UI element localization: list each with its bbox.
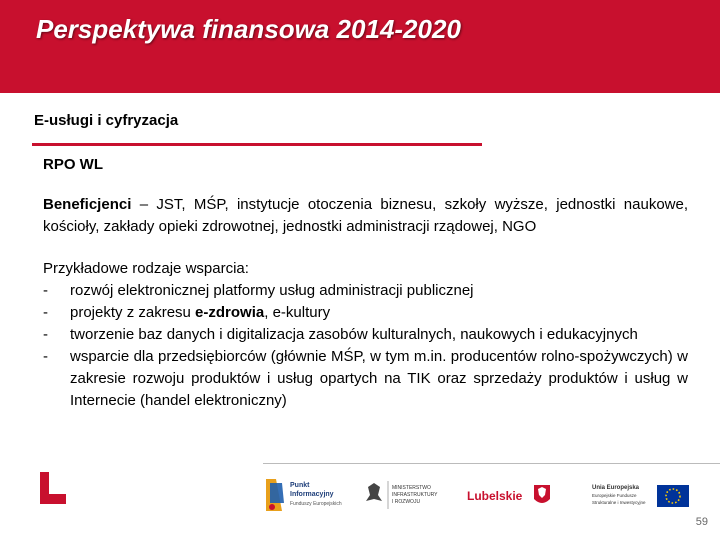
ministry-line2: INFRASTRUKTURY	[392, 492, 438, 498]
section-title: E-usługi i cyfryzacja	[34, 112, 179, 129]
lubelskie-wordmark: Lubelskie	[467, 489, 523, 503]
examples-heading: Przykładowe rodzaje wsparcia:	[43, 260, 249, 277]
list-item	[43, 302, 688, 324]
eu-line3: Strukturalne i Inwestycyjne	[592, 500, 646, 505]
pif-line2: Informacyjny	[290, 491, 334, 498]
bullet-dash: -	[43, 348, 48, 365]
program-name: RPO WL	[43, 156, 103, 173]
ministry-line1: MINISTERSTWO	[392, 485, 431, 491]
bullet-dash: -	[43, 326, 48, 343]
ministry-line3: I ROZWOJU	[392, 499, 421, 505]
section-divider	[32, 143, 482, 146]
list-item-text: projekty z zakresu	[70, 304, 196, 321]
list-item-bold: e-zdrowia	[195, 304, 265, 321]
pif-line3: Funduszy Europejskich	[290, 501, 342, 507]
eu-line2: Europejskie Fundusze	[592, 493, 637, 498]
pif-line1: Punkt	[290, 482, 310, 489]
beneficiaries-text: – JST, MŚP, instytucje otoczenia biznesu, szkoły wyższe, jednostki naukowe, kościoły, zakłady opieki zdrowotnej, jednostki administracji rządowej, NGO	[43, 196, 688, 235]
eu-line1: Unia Europejska	[592, 485, 640, 491]
list-item	[43, 346, 688, 412]
slide-title: Perspektywa finansowa 2014-2020	[36, 14, 461, 44]
header-bar	[0, 0, 720, 93]
list-item-text: , e-kultury	[264, 304, 331, 321]
bullet-dash: -	[43, 304, 48, 321]
footer-logos	[262, 473, 692, 517]
list-item	[43, 280, 688, 302]
bullet-dash: -	[43, 282, 48, 299]
beneficiaries-label: Beneficjenci	[43, 196, 132, 213]
pif-logo	[266, 479, 342, 511]
list-item-text: rozwój elektronicznej platformy usług administracji publicznej	[70, 282, 474, 299]
eu-logo	[592, 485, 689, 507]
footer-divider	[263, 463, 720, 464]
list-item-text: wsparcie dla przedsiębiorców (głównie MŚP, w tym m.in. producentów rolno-spożywczych) w zakresie rozwoju produktów i usług opartych na TIK oraz sprzedaży produktów i usług w Internecie (handel elektroniczny)	[70, 348, 688, 409]
lubelskie-l-logo	[38, 470, 68, 506]
page-number: 59	[695, 516, 708, 528]
list-item	[43, 324, 688, 346]
beneficiaries-paragraph	[43, 194, 688, 238]
ministry-logo	[366, 481, 438, 509]
support-list	[43, 280, 688, 412]
lubelskie-logo	[467, 485, 550, 503]
list-item-text: tworzenie baz danych i digitalizacja zasobów kulturalnych, naukowych i edukacyjnych	[70, 326, 638, 343]
